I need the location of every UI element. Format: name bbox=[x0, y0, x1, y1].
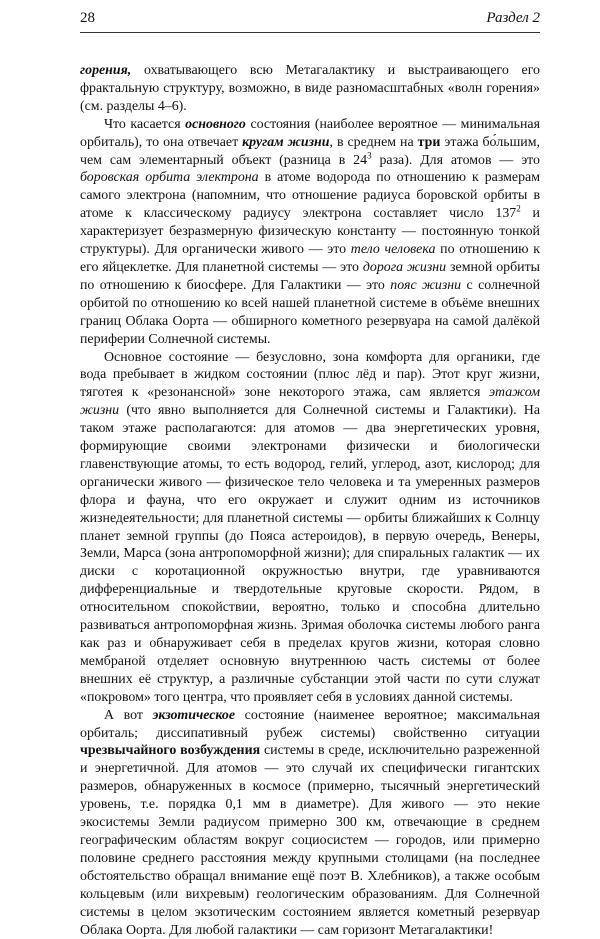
text-run: и характеризует безразмерную физическую константу — постоянную тонкой структуры). Для органически живого — это bbox=[80, 206, 540, 258]
text-run: Что касается bbox=[104, 116, 186, 132]
page-number: 28 bbox=[80, 10, 95, 26]
text-run: этажа бо́льшим, чем сам элементарный объект (разница в 24 bbox=[80, 134, 540, 168]
text-run: экзотическое bbox=[152, 707, 236, 723]
text-run: три bbox=[417, 134, 441, 150]
section-label: Раздел 2 bbox=[486, 10, 540, 26]
text-run: чрезвычайного возбуждения bbox=[80, 743, 261, 759]
text-run: боровская орбита электрона bbox=[80, 170, 259, 186]
text-run: в атоме водорода по отношению к размерам самого электрона (напомним, что отношение радиуса боровской орбиты в атоме к классическому радиусу электрона составляет число 137 bbox=[80, 170, 540, 222]
running-header bbox=[80, 6, 540, 36]
text-run: земной орбиты по отношению к биосфере. Для Галактики — это bbox=[80, 259, 541, 293]
text-run: с солнечной орбитой по отношению ко всей нашей планетной системе в объёме внешних границ Облака Оорта — обширного кометного резервуара на самой далёкой периферии Солнечной системы. bbox=[80, 277, 541, 347]
body-text bbox=[80, 62, 540, 939]
text-run: 3 bbox=[367, 149, 372, 160]
text-run: этажом жизни bbox=[80, 385, 540, 419]
text-run: пояс жизни bbox=[390, 277, 462, 293]
text-run: Основное состояние — безусловно, зона комфорта для органики, где вода пребывает в жидком состоянии (плюс лёд и пар). Этот круг жизни, тяготея к «резонансной» зоне некоторого этажа, сам является bbox=[80, 349, 540, 401]
text-run: дорога жизни bbox=[362, 259, 447, 275]
text-run: состояние (наименее вероятное; максимальная орбиталь; диссипативный рубеж системы) свойственно ситуации bbox=[80, 707, 540, 741]
paragraph bbox=[80, 116, 540, 349]
text-run: тело человека bbox=[350, 242, 436, 258]
text-run: раза). Для атомов — это bbox=[371, 152, 540, 168]
text-run: по отношению к его яйцеклетке. Для планетной системы — это bbox=[80, 242, 540, 275]
text-run: 2 bbox=[516, 203, 521, 214]
text-run: А вот bbox=[104, 707, 153, 723]
text-run: охватывающего всю Метагалактику и выстраивающего его фрактальную структуру, возможно, в виде разномасштабных «волн горения» (см. разделы 4–6). bbox=[80, 63, 540, 114]
paragraph bbox=[80, 349, 540, 707]
text-run: системы в среде, исключительно разреженной и энергетичной. Для атомов — это случай их специфически гигантских размеров, обнаруженных в космосе (примерно, тысячный энергетический уровень, т.е. порядка 0,1 мм в диаметре). Для живого — это некие экосистемы Земли радиусом примерно 300 км, отвечающие в среднем географическим областям вокруг социосистем — городов, или примерно половине среднего расстояния между крупными столицами (на последнее обстоятельство обращал внимание ещё поэт В. Хлебников), а также особым кольцевым (или вихревым) геологическим образованиям. Для Солнечной системы в целом экзотическим состоянием является кометный резервуар Облака Оорта. Для любой галактики — сам горизонт Метагалактики! bbox=[80, 743, 540, 938]
text-run: , в среднем на bbox=[329, 134, 418, 150]
text-run: кругам жизни bbox=[242, 134, 330, 150]
paragraph bbox=[80, 62, 540, 116]
text-run: горения, bbox=[80, 63, 132, 78]
text-run: (что явно выполняется для Солнечной системы и Галактики). На таком этаже располагаются: для атомов — два энергетических уровня, формирующие своими электронами физически и биологически главенствующие атомы, то есть водород, гелий, углерод, азот, кислород; для органически живого — физическое тело человека и та умеренных размеров флора и фауна, что его окружает и служит одним из источников жизнедеятельности; для планетной системы — орбиты ближайших к Солнцу планет земной группы (до Пояса астероидов), в первую очередь, Венеры, Земли, Марса (зона антропоморфной жизни); для спиральных галактик — их диски с коротационной окружностью внутри, где уравниваются дифференциальные и твердотельные круговые скорости. Рядом, в относительном спокойствии, вероятно, только и способна длительно развиваться антропоморфная жизнь. Зримая оболочка системы любого ранга как раз и обнаруживает себя в пределах кругов жизни, которая словно мембраной отделяет основную внутреннюю часть системы от более внешних её структур, а различные субстанции этой части по сути служат «покровом» того центра, что проявляет себя в условиях данной системы. bbox=[80, 403, 540, 705]
text-run: состояния (наиболее вероятное — минимальная орбиталь), то она отвечает bbox=[80, 116, 540, 150]
text-run: основного bbox=[185, 116, 246, 132]
paragraph bbox=[80, 707, 540, 939]
header-rule bbox=[80, 32, 540, 33]
